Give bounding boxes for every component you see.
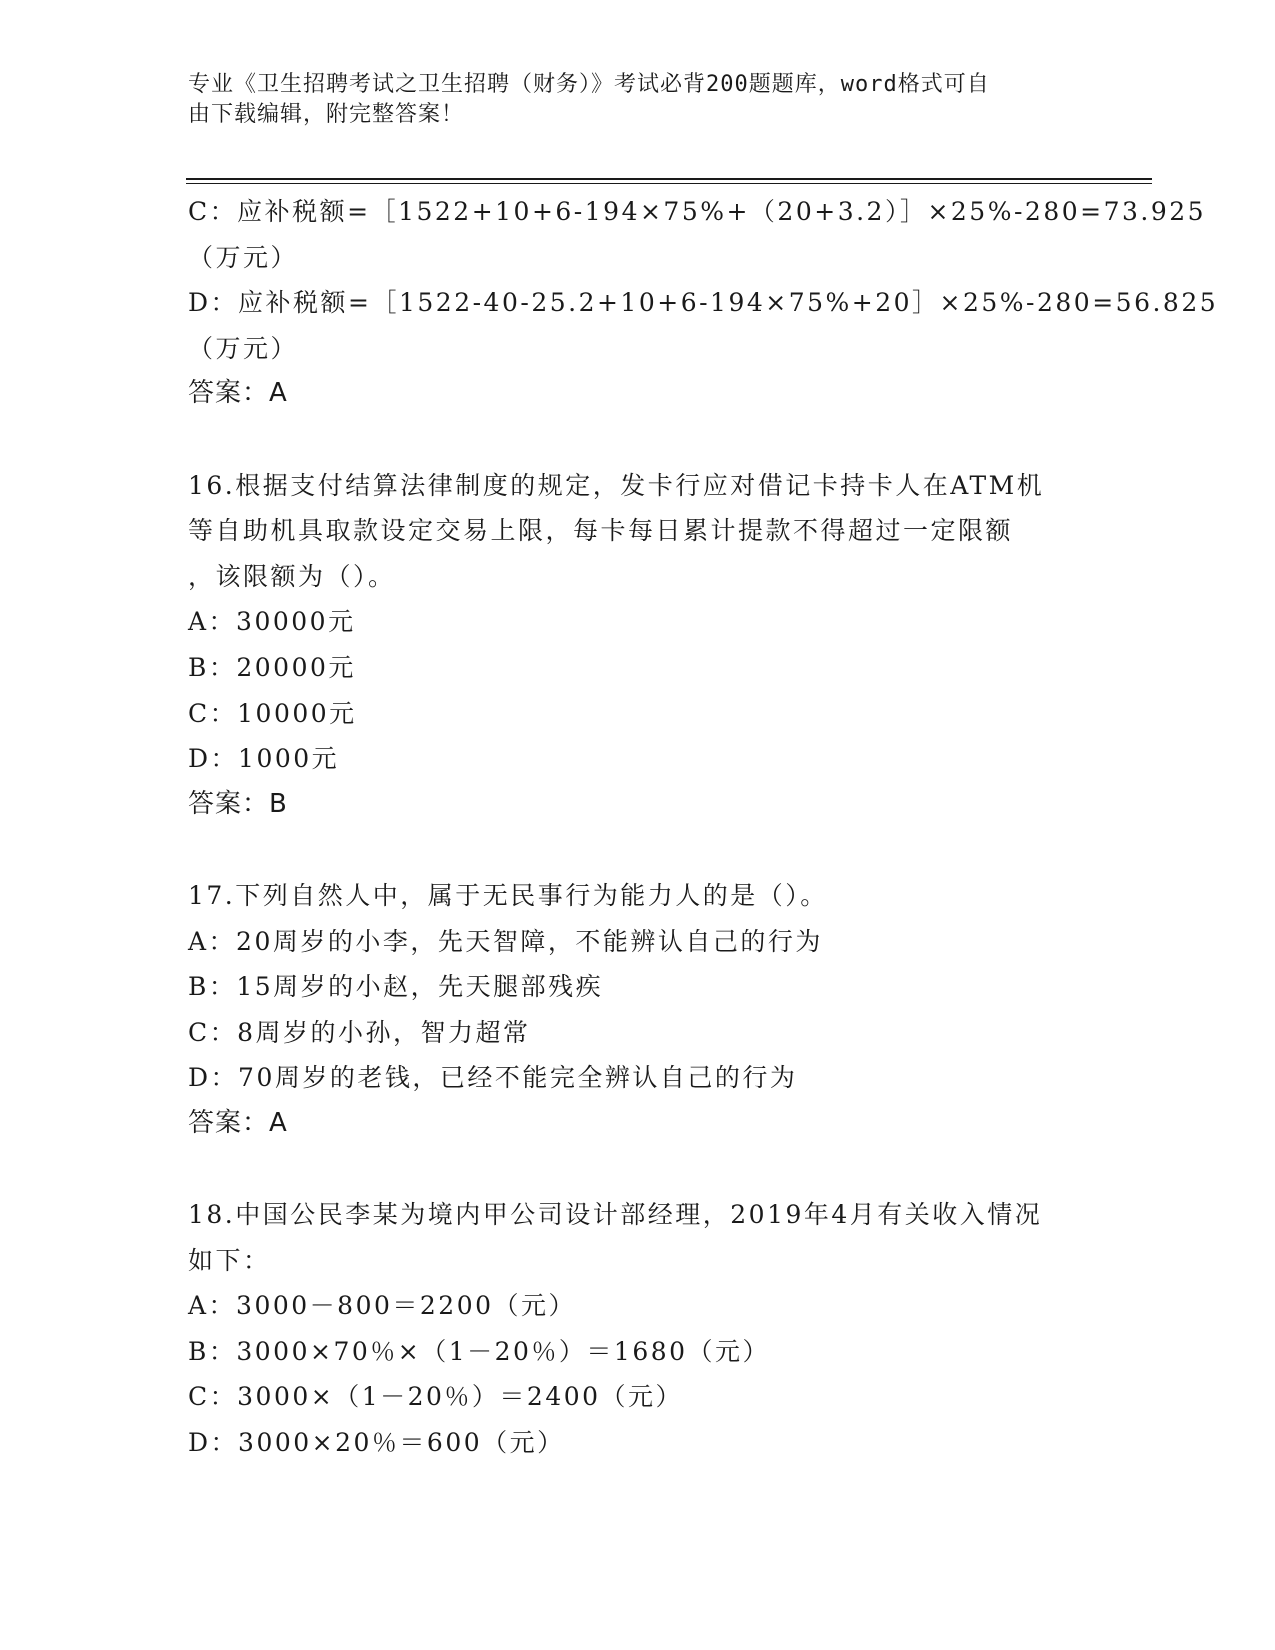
question-17 <box>188 873 1088 1147</box>
spacer <box>188 417 1088 463</box>
header-line-1: 专业《卫生招聘考试之卫生招聘（财务）》考试必背200题题库，word格式可自 <box>188 72 990 97</box>
document-body <box>188 189 1219 1466</box>
option-c: C：8周岁的小孙，智力超常 <box>188 1017 531 1047</box>
option-b: B：3000×70％×（1－20％）＝1680（元） <box>188 1336 771 1366</box>
previous-question-tail <box>188 189 1219 417</box>
spacer <box>188 1146 1088 1192</box>
option-c: C：10000元 <box>188 698 357 728</box>
header-line-2: 由下载编辑，附完整答案！ <box>188 102 465 127</box>
answer-line: 答案：A <box>188 1107 288 1138</box>
option-d: D：3000×20％＝600（元） <box>188 1428 565 1458</box>
header-rule-thick <box>186 178 1152 180</box>
option-c: C：应补税额=［1522+10+6-194×75%+（20+3.2）］×25%-280=73.925 <box>188 197 1207 226</box>
option-a: A：30000元 <box>188 607 356 637</box>
option-c-continuation: （万元） <box>188 242 299 272</box>
question-stem: 18.中国公民李某为境内甲公司设计部经理，2019年4月有关收入情况 <box>188 1200 1043 1230</box>
option-c: C：3000×（1－20％）＝2400（元） <box>188 1382 684 1412</box>
option-d: D：1000元 <box>188 744 340 774</box>
question-stem: 16.根据支付结算法律制度的规定，发卡行应对借记卡持卡人在ATM机 <box>188 470 1045 500</box>
option-b: B：15周岁的小赵，先天腿部残疾 <box>188 972 604 1002</box>
question-16 <box>188 463 1088 828</box>
option-d: D：70周岁的老钱，已经不能完全辨认自己的行为 <box>188 1063 798 1093</box>
spacer <box>188 827 1088 873</box>
header-rule-thin <box>186 183 1152 184</box>
answer-line: 答案：A <box>188 378 288 409</box>
document-header <box>188 70 1088 130</box>
answer-line: 答案：B <box>188 788 288 819</box>
option-a: A：20周岁的小李，先天智障，不能辨认自己的行为 <box>188 926 823 956</box>
question-stem: ，该限额为（）。 <box>188 561 396 591</box>
option-d-continuation: （万元） <box>188 333 299 363</box>
question-18 <box>188 1192 1088 1466</box>
option-a: A：3000－800＝2200（元） <box>188 1291 577 1321</box>
question-stem: 如下： <box>188 1245 271 1275</box>
question-stem: 17.下列自然人中，属于无民事行为能力人的是（）。 <box>188 880 828 910</box>
option-b: B：20000元 <box>188 652 356 682</box>
option-d: D：应补税额=［1522-40-25.2+10+6-194×75%+20］×25%-280=56.825 <box>188 288 1219 318</box>
question-stem: 等自助机具取款设定交易上限，每卡每日累计提款不得超过一定限额 <box>188 516 1014 546</box>
